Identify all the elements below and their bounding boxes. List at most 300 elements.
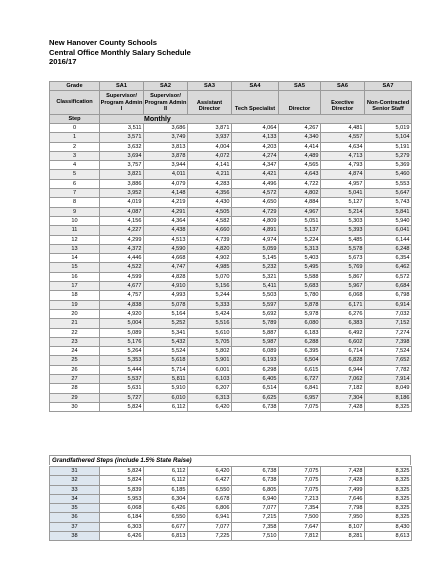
salary-cell: 7,428 — [321, 476, 365, 485]
salary-cell: 5,631 — [100, 384, 144, 393]
step-label: Step — [50, 115, 100, 124]
salary-cell: 6,514 — [232, 384, 279, 393]
salary-cell: 4,203 — [232, 142, 279, 151]
salary-cell: 4,957 — [321, 179, 365, 188]
salary-cell: 5,078 — [144, 300, 188, 309]
step-cell: 12 — [50, 235, 100, 244]
salary-cell: 6,112 — [144, 402, 188, 411]
table-row — [50, 476, 412, 485]
step-cell: 5 — [50, 170, 100, 179]
salary-cell: 6,572 — [365, 272, 412, 281]
salary-cell: 6,112 — [144, 476, 188, 485]
salary-cell: 3,749 — [144, 133, 188, 142]
salary-cell: 5,714 — [144, 365, 188, 374]
salary-cell: 4,141 — [188, 161, 232, 170]
salary-cell: 5,824 — [100, 402, 144, 411]
salary-cell: 5,176 — [100, 337, 144, 346]
salary-cell: 5,041 — [321, 189, 365, 198]
salary-cell: 4,372 — [100, 244, 144, 253]
salary-cell: 7,304 — [321, 393, 365, 402]
salary-cell: 4,004 — [188, 142, 232, 151]
table-row — [50, 328, 412, 337]
salary-cell: 5,070 — [188, 272, 232, 281]
step-cell: 22 — [50, 328, 100, 337]
table-row — [50, 532, 412, 541]
salary-cell: 6,010 — [144, 393, 188, 402]
salary-cell: 5,987 — [232, 337, 279, 346]
salary-cell: 6,738 — [232, 467, 279, 476]
salary-cell: 6,276 — [321, 309, 365, 318]
salary-cell: 6,185 — [144, 485, 188, 494]
salary-cell: 5,004 — [100, 319, 144, 328]
salary-cell: 4,722 — [279, 179, 321, 188]
table-row — [50, 263, 412, 272]
salary-cell: 4,802 — [279, 189, 321, 198]
salary-cell: 4,891 — [232, 226, 279, 235]
salary-cell: 5,673 — [321, 254, 365, 263]
salary-cell: 8,325 — [365, 513, 412, 522]
salary-cell: 4,489 — [279, 151, 321, 160]
salary-cell: 4,356 — [188, 189, 232, 198]
step-cell: 27 — [50, 375, 100, 384]
salary-cell: 4,481 — [321, 124, 365, 133]
salary-cell: 4,729 — [232, 207, 279, 216]
salary-cell: 7,215 — [232, 513, 279, 522]
salary-cell: 6,420 — [188, 402, 232, 411]
salary-cell: 5,137 — [279, 226, 321, 235]
salary-cell: 5,683 — [279, 282, 321, 291]
step-cell: 30 — [50, 402, 100, 411]
monthly-label: Monthly — [100, 115, 412, 124]
salary-cell: 7,077 — [188, 522, 232, 531]
salary-cell: 5,333 — [188, 300, 232, 309]
step-cell: 28 — [50, 384, 100, 393]
salary-cell: 6,426 — [144, 504, 188, 513]
salary-cell: 7,652 — [365, 356, 412, 365]
step-cell: 0 — [50, 124, 100, 133]
salary-cell: 4,557 — [321, 133, 365, 142]
salary-cell: 4,148 — [144, 189, 188, 198]
salary-cell: 6,940 — [232, 494, 279, 503]
step-header-row — [50, 115, 412, 124]
table-row — [50, 226, 412, 235]
table-row — [50, 198, 412, 207]
table-row — [50, 207, 412, 216]
step-cell: 11 — [50, 226, 100, 235]
salary-cell: 6,041 — [365, 226, 412, 235]
salary-cell: 8,325 — [365, 402, 412, 411]
salary-cell: 5,403 — [279, 254, 321, 263]
step-cell: 2 — [50, 142, 100, 151]
salary-cell: 5,145 — [232, 254, 279, 263]
salary-cell: 7,500 — [279, 513, 321, 522]
salary-cell: 4,757 — [100, 291, 144, 300]
salary-cell: 4,133 — [232, 133, 279, 142]
salary-cell: 6,354 — [365, 254, 412, 263]
step-cell: 25 — [50, 356, 100, 365]
title-line-year: 2016/17 — [49, 57, 77, 67]
table-row — [50, 347, 412, 356]
salary-cell: 6,492 — [321, 328, 365, 337]
salary-cell: 3,813 — [144, 142, 188, 151]
salary-cell: 5,264 — [100, 347, 144, 356]
table-row — [50, 393, 412, 402]
salary-cell: 7,647 — [279, 522, 321, 531]
salary-cell: 5,578 — [321, 244, 365, 253]
classification-label: Classification — [50, 91, 100, 115]
salary-cell: 8,613 — [365, 532, 412, 541]
salary-cell: 5,901 — [188, 356, 232, 365]
salary-cell: 3,757 — [100, 161, 144, 170]
salary-cell: 5,824 — [100, 476, 144, 485]
salary-cell: 6,678 — [188, 494, 232, 503]
salary-cell: 5,214 — [321, 207, 365, 216]
salary-cell: 4,364 — [144, 216, 188, 225]
salary-cell: 7,510 — [232, 532, 279, 541]
table-row — [50, 216, 412, 225]
step-cell: 31 — [50, 467, 100, 476]
salary-cell: 4,809 — [232, 216, 279, 225]
salary-cell: 7,077 — [232, 504, 279, 513]
salary-cell: 6,395 — [279, 347, 321, 356]
salary-cell: 6,171 — [321, 300, 365, 309]
salary-cell: 6,944 — [321, 365, 365, 374]
title-line-district: New Hanover County Schools — [49, 38, 158, 47]
salary-cell: 4,793 — [321, 161, 365, 170]
salary-cell: 4,838 — [100, 300, 144, 309]
salary-cell: 4,993 — [144, 291, 188, 300]
salary-cell: 4,884 — [279, 198, 321, 207]
salary-cell: 8,430 — [365, 522, 412, 531]
grade-label: Grade — [50, 82, 100, 91]
salary-cell: 6,714 — [321, 347, 365, 356]
salary-cell: 3,511 — [100, 124, 144, 133]
salary-cell: 8,325 — [365, 504, 412, 513]
salary-cell: 3,871 — [188, 124, 232, 133]
salary-cell: 5,940 — [365, 216, 412, 225]
salary-cell: 4,820 — [188, 244, 232, 253]
salary-cell: 7,032 — [365, 309, 412, 318]
table-row — [50, 513, 412, 522]
salary-cell: 4,267 — [279, 124, 321, 133]
salary-cell: 7,358 — [232, 522, 279, 531]
step-cell: 34 — [50, 494, 100, 503]
salary-cell: 5,705 — [188, 337, 232, 346]
salary-cell: 6,304 — [144, 494, 188, 503]
salary-cell: 4,513 — [144, 235, 188, 244]
salary-cell: 4,677 — [100, 282, 144, 291]
salary-cell: 8,325 — [365, 494, 412, 503]
salary-cell: 4,219 — [144, 198, 188, 207]
salary-cell: 7,152 — [365, 319, 412, 328]
salary-cell: 5,444 — [100, 365, 144, 374]
salary-cell: 5,051 — [279, 216, 321, 225]
step-cell: 14 — [50, 254, 100, 263]
salary-cell: 4,011 — [144, 170, 188, 179]
step-cell: 38 — [50, 532, 100, 541]
salary-cell: 6,405 — [232, 375, 279, 384]
grandfathered-table — [49, 466, 412, 541]
table-row — [50, 282, 412, 291]
salary-cell: 5,424 — [188, 309, 232, 318]
step-cell: 7 — [50, 189, 100, 198]
step-cell: 17 — [50, 282, 100, 291]
salary-cell: 4,072 — [188, 151, 232, 160]
table-row — [50, 504, 412, 513]
salary-cell: 7,499 — [321, 485, 365, 494]
salary-cell: 8,107 — [321, 522, 365, 531]
salary-cell: 6,684 — [365, 282, 412, 291]
salary-cell: 7,428 — [321, 467, 365, 476]
salary-cell: 6,841 — [279, 384, 321, 393]
table-row — [50, 375, 412, 384]
salary-cell: 7,075 — [279, 402, 321, 411]
salary-cell: 4,211 — [188, 170, 232, 179]
salary-cell: 6,738 — [232, 402, 279, 411]
salary-cell: 3,886 — [100, 179, 144, 188]
step-cell: 24 — [50, 347, 100, 356]
salary-cell: 5,411 — [232, 282, 279, 291]
salary-cell: 3,632 — [100, 142, 144, 151]
salary-cell: 6,914 — [365, 300, 412, 309]
salary-cell: 7,914 — [365, 375, 412, 384]
salary-cell: 7,075 — [279, 467, 321, 476]
table-row — [50, 402, 412, 411]
classification-sa5: Director — [279, 91, 321, 115]
salary-cell: 6,677 — [144, 522, 188, 531]
grade-header-row — [50, 82, 412, 91]
salary-cell: 6,504 — [279, 356, 321, 365]
salary-cell: 7,354 — [279, 504, 321, 513]
salary-cell: 5,841 — [365, 207, 412, 216]
salary-cell: 6,828 — [321, 356, 365, 365]
salary-cell: 4,283 — [188, 179, 232, 188]
table-row — [50, 356, 412, 365]
salary-cell: 4,156 — [100, 216, 144, 225]
table-row — [50, 244, 412, 253]
salary-cell: 4,522 — [100, 263, 144, 272]
salary-cell: 4,064 — [232, 124, 279, 133]
salary-cell: 4,582 — [188, 216, 232, 225]
salary-cell: 4,496 — [232, 179, 279, 188]
salary-cell: 5,191 — [365, 142, 412, 151]
salary-cell: 4,599 — [100, 272, 144, 281]
salary-cell: 3,944 — [144, 161, 188, 170]
table-row — [50, 272, 412, 281]
salary-cell: 5,802 — [188, 347, 232, 356]
grade-sa1: SA1 — [100, 82, 144, 91]
salary-cell: 7,950 — [321, 513, 365, 522]
step-cell: 26 — [50, 365, 100, 374]
salary-cell: 6,813 — [144, 532, 188, 541]
salary-cell: 8,049 — [365, 384, 412, 393]
salary-cell: 6,144 — [365, 235, 412, 244]
table-row — [50, 522, 412, 531]
salary-cell: 7,225 — [188, 532, 232, 541]
salary-cell: 4,967 — [279, 207, 321, 216]
salary-cell: 4,572 — [232, 189, 279, 198]
salary-cell: 5,789 — [232, 319, 279, 328]
table-row — [50, 170, 412, 179]
salary-cell: 6,207 — [188, 384, 232, 393]
salary-cell: 5,432 — [144, 337, 188, 346]
step-cell: 33 — [50, 485, 100, 494]
table-row — [50, 300, 412, 309]
salary-cell: 5,537 — [100, 375, 144, 384]
salary-cell: 6,068 — [100, 504, 144, 513]
salary-cell: 7,075 — [279, 476, 321, 485]
salary-cell: 7,646 — [321, 494, 365, 503]
salary-cell: 5,313 — [279, 244, 321, 253]
step-cell: 18 — [50, 291, 100, 300]
salary-cell: 4,985 — [188, 263, 232, 272]
salary-cell: 6,112 — [144, 467, 188, 476]
table-row — [50, 485, 412, 494]
salary-cell: 6,068 — [321, 291, 365, 300]
salary-cell: 6,727 — [279, 375, 321, 384]
salary-cell: 5,369 — [365, 161, 412, 170]
table-row — [50, 161, 412, 170]
document-title — [49, 38, 191, 67]
table-row — [50, 319, 412, 328]
salary-cell: 5,524 — [144, 347, 188, 356]
salary-cell: 6,303 — [100, 522, 144, 531]
salary-cell: 5,727 — [100, 393, 144, 402]
salary-cell: 5,588 — [279, 272, 321, 281]
step-cell: 9 — [50, 207, 100, 216]
salary-cell: 6,957 — [279, 393, 321, 402]
salary-cell: 4,634 — [321, 142, 365, 151]
classification-sa4: Tech Specialist — [232, 91, 279, 115]
salary-cell: 4,505 — [188, 207, 232, 216]
salary-cell: 5,156 — [188, 282, 232, 291]
classification-sa2: Supervisor/ Program Admin II — [144, 91, 188, 115]
step-cell: 23 — [50, 337, 100, 346]
grade-sa5: SA5 — [279, 82, 321, 91]
salary-cell: 4,438 — [144, 226, 188, 235]
salary-cell: 4,902 — [188, 254, 232, 263]
salary-cell: 4,660 — [188, 226, 232, 235]
salary-cell: 6,550 — [144, 513, 188, 522]
salary-cell: 5,321 — [232, 272, 279, 281]
salary-cell: 5,824 — [100, 467, 144, 476]
salary-cell: 5,769 — [321, 263, 365, 272]
salary-cell: 4,274 — [232, 151, 279, 160]
step-cell: 21 — [50, 319, 100, 328]
salary-cell: 4,227 — [100, 226, 144, 235]
salary-cell: 3,686 — [144, 124, 188, 133]
table-row — [50, 189, 412, 198]
step-cell: 36 — [50, 513, 100, 522]
table-row — [50, 179, 412, 188]
salary-cell: 5,252 — [144, 319, 188, 328]
salary-cell: 4,747 — [144, 263, 188, 272]
salary-cell: 5,780 — [279, 291, 321, 300]
salary-cell: 6,805 — [232, 485, 279, 494]
grade-sa2: SA2 — [144, 82, 188, 91]
salary-cell: 4,590 — [144, 244, 188, 253]
step-cell: 1 — [50, 133, 100, 142]
salary-cell: 6,089 — [232, 347, 279, 356]
step-cell: 4 — [50, 161, 100, 170]
salary-cell: 5,232 — [232, 263, 279, 272]
salary-cell: 7,428 — [321, 402, 365, 411]
table-row — [50, 365, 412, 374]
table-row — [50, 151, 412, 160]
table-row — [50, 133, 412, 142]
step-cell: 37 — [50, 522, 100, 531]
salary-cell: 7,524 — [365, 347, 412, 356]
table-row — [50, 337, 412, 346]
salary-cell: 7,782 — [365, 365, 412, 374]
salary-cell: 3,821 — [100, 170, 144, 179]
salary-cell: 3,878 — [144, 151, 188, 160]
salary-cell: 5,887 — [232, 328, 279, 337]
step-cell: 16 — [50, 272, 100, 281]
title-line-schedule: Central Office Monthly Salary Schedule — [49, 47, 191, 57]
salary-cell: 5,967 — [321, 282, 365, 291]
classification-sa7: Non-Contracted Senior Staff — [365, 91, 412, 115]
salary-cell: 4,920 — [100, 309, 144, 318]
salary-cell: 5,127 — [321, 198, 365, 207]
table-row — [50, 235, 412, 244]
salary-cell: 8,325 — [365, 476, 412, 485]
classification-sa1: Supervisor/ Program Admin I — [100, 91, 144, 115]
salary-cell: 6,103 — [188, 375, 232, 384]
salary-cell: 4,713 — [321, 151, 365, 160]
step-cell: 10 — [50, 216, 100, 225]
salary-cell: 6,248 — [365, 244, 412, 253]
salary-cell: 6,298 — [232, 365, 279, 374]
salary-cell: 4,910 — [144, 282, 188, 291]
salary-cell: 4,739 — [188, 235, 232, 244]
salary-cell: 6,602 — [321, 337, 365, 346]
salary-cell: 6,383 — [321, 319, 365, 328]
salary-cell: 6,426 — [100, 532, 144, 541]
salary-cell: 7,213 — [279, 494, 321, 503]
salary-cell: 6,941 — [188, 513, 232, 522]
step-cell: 15 — [50, 263, 100, 272]
salary-cell: 5,811 — [144, 375, 188, 384]
salary-cell: 8,325 — [365, 467, 412, 476]
salary-cell: 7,182 — [321, 384, 365, 393]
salary-cell: 5,867 — [321, 272, 365, 281]
salary-cell: 5,597 — [232, 300, 279, 309]
grade-sa3: SA3 — [188, 82, 232, 91]
salary-cell: 5,553 — [365, 179, 412, 188]
salary-cell: 6,462 — [365, 263, 412, 272]
salary-cell: 6,427 — [188, 476, 232, 485]
salary-cell: 8,281 — [321, 532, 365, 541]
salary-cell: 6,184 — [100, 513, 144, 522]
salary-cell: 6,420 — [188, 467, 232, 476]
salary-cell: 5,353 — [100, 356, 144, 365]
step-cell: 13 — [50, 244, 100, 253]
step-cell: 29 — [50, 393, 100, 402]
salary-cell: 4,446 — [100, 254, 144, 263]
salary-cell: 8,325 — [365, 485, 412, 494]
salary-cell: 4,347 — [232, 161, 279, 170]
table-row — [50, 309, 412, 318]
salary-cell: 5,953 — [100, 494, 144, 503]
salary-cell: 3,937 — [188, 133, 232, 142]
grandfathered-section-title: Grandfathered Steps (include 1.5% State Raise) — [49, 455, 411, 465]
step-cell: 19 — [50, 300, 100, 309]
salary-cell: 5,743 — [365, 198, 412, 207]
salary-cell: 4,668 — [144, 254, 188, 263]
salary-cell: 7,062 — [321, 375, 365, 384]
salary-cell: 6,001 — [188, 365, 232, 374]
